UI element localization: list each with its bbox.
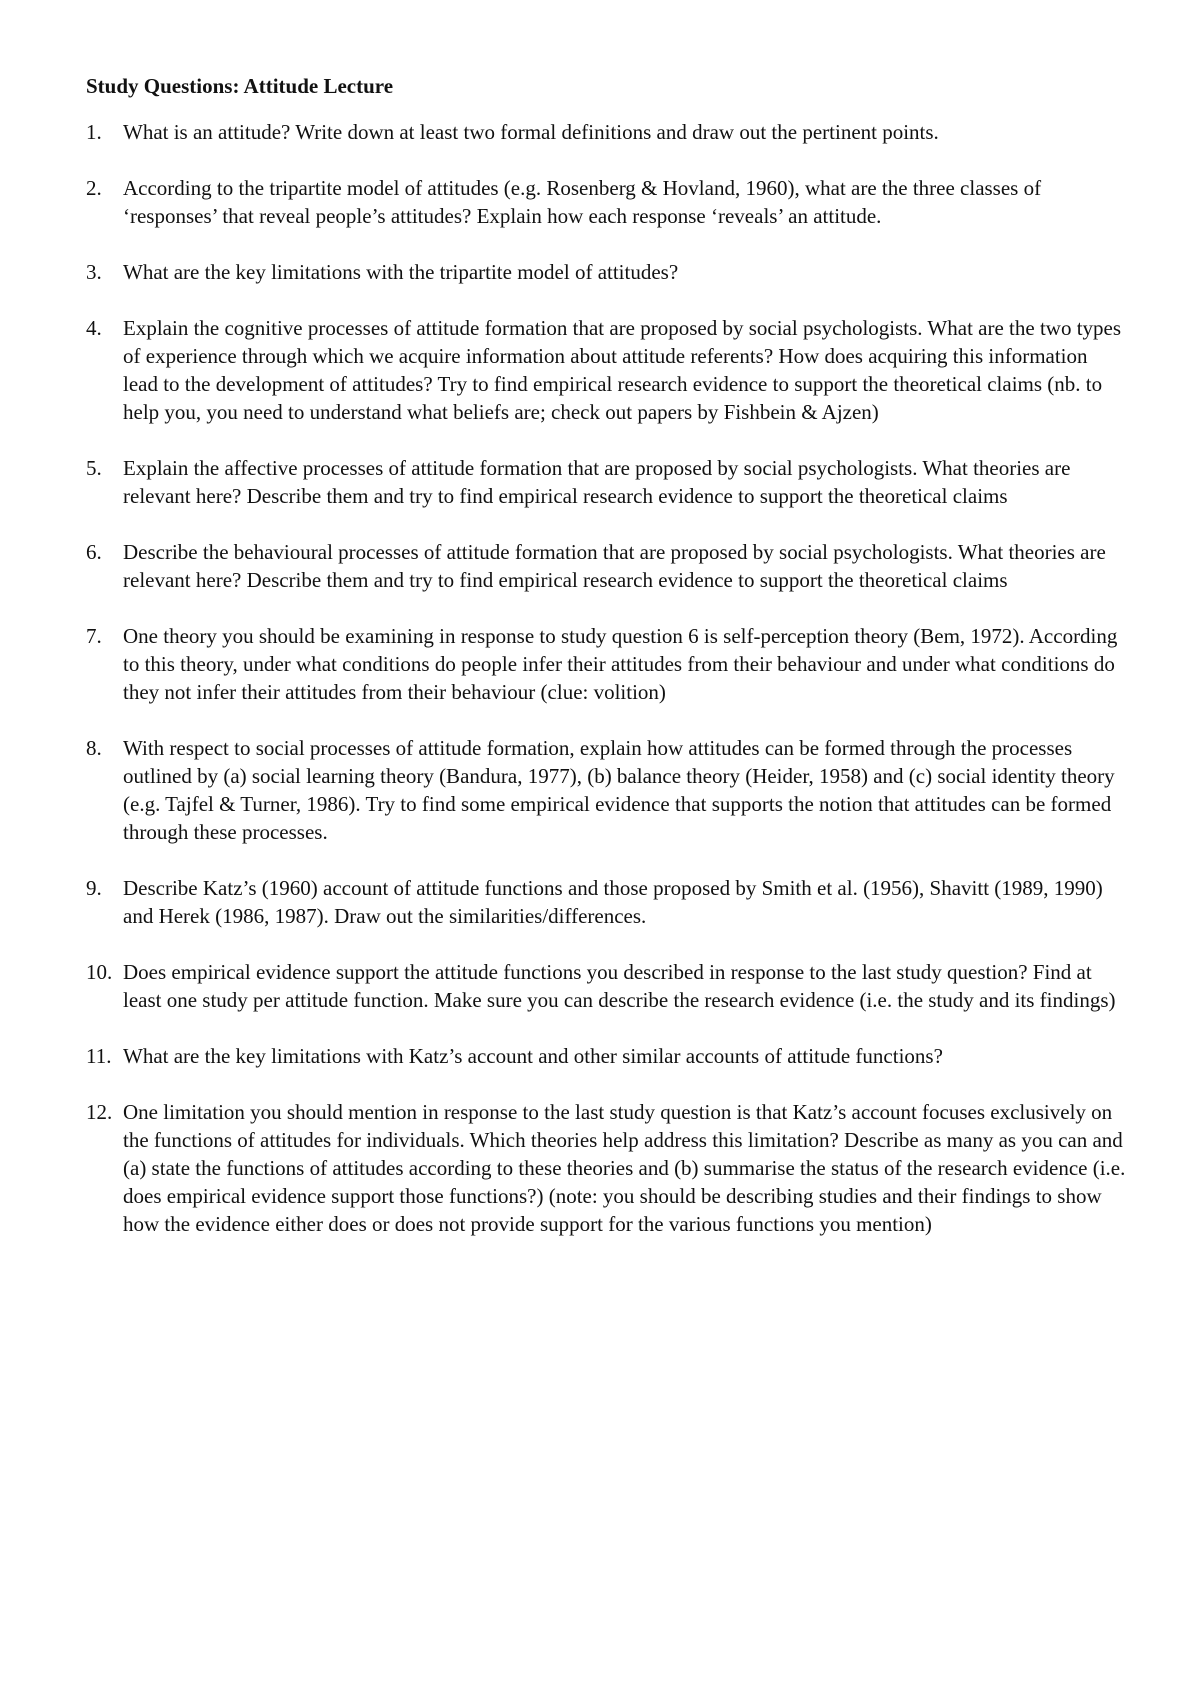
question-list [86,118,1126,1238]
question-item [86,118,1126,146]
question-text: What are the key limitations with the tripartite model of attitudes? [123,260,679,284]
question-number: 8. [86,736,102,760]
question-item [86,538,1126,594]
question-item [86,1098,1126,1238]
question-number: 6. [86,540,102,564]
question-item [86,258,1126,286]
question-item [86,622,1126,706]
question-text: With respect to social processes of attitude formation, explain how attitudes can be formed through the processes outlined by (a) social learning theory (Bandura, 1977), (b) balance theory (Heider, 1958) and (c) social identity theory (e.g. Tajfel & Turner, 1986). Try to find some empirical evidence that supports the notion that attitudes can be formed through these processes. [123,736,1115,844]
question-text: One theory you should be examining in response to study question 6 is self-perception theory (Bem, 1972). According to this theory, under what conditions do people infer their attitudes from their behaviour and under what conditions do they not infer their attitudes from their behaviour (clue: volition) [123,624,1118,704]
question-number: 4. [86,316,102,340]
question-number: 9. [86,876,102,900]
question-text: What is an attitude? Write down at least two formal definitions and draw out the pertinent points. [123,120,939,144]
question-item [86,314,1126,426]
question-text: Explain the affective processes of attitude formation that are proposed by social psychologists. What theories are relevant here? Describe them and try to find empirical research evidence to support the theoretical claims [123,456,1071,508]
document-content [86,72,1126,1266]
question-text: According to the tripartite model of attitudes (e.g. Rosenberg & Hovland, 1960), what are the three classes of ‘responses’ that reveal people’s attitudes? Explain how each response ‘reveals’ an attitude. [123,176,1042,228]
question-text: One limitation you should mention in response to the last study question is that Katz’s account focuses exclusively on the functions of attitudes for individuals. Which theories help address this limitation? Describe as many as you can and (a) state the functions of attitudes according to these theories and (b) summarise the status of the research evidence (i.e. does empirical evidence support those functions?) (note: you should be describing studies and their findings to show how the evidence either does or does not provide support for the various functions you mention) [123,1100,1126,1236]
question-number: 5. [86,456,102,480]
question-item [86,734,1126,846]
question-text: Explain the cognitive processes of attitude formation that are proposed by social psychologists. What are the two types of experience through which we acquire information about attitude referents? How does acquiring this information lead to the development of attitudes? Try to find empirical research evidence to support the theoretical claims (nb. to help you, you need to understand what beliefs are; check out papers by Fishbein & Ajzen) [123,316,1122,424]
question-text: Describe Katz’s (1960) account of attitude functions and those proposed by Smith et al. (1956), Shavitt (1989, 1990) and Herek (1986, 1987). Draw out the similarities/differences. [123,876,1103,928]
question-item [86,958,1126,1014]
question-text: Does empirical evidence support the attitude functions you described in response to the last study question? Find at least one study per attitude function. Make sure you can describe the research evidence (i.e. the study and its findings) [123,960,1116,1012]
question-number: 1. [86,120,102,144]
question-item [86,174,1126,230]
question-text: What are the key limitations with Katz’s account and other similar accounts of attitude functions? [123,1044,943,1068]
question-item [86,454,1126,510]
document-title: Study Questions: Attitude Lecture [86,74,394,98]
question-text: Describe the behavioural processes of attitude formation that are proposed by social psychologists. What theories are relevant here? Describe them and try to find empirical research evidence to support the theoretical claims [123,540,1106,592]
question-number: 7. [86,624,102,648]
question-number: 2. [86,176,102,200]
question-number: 12. [86,1100,113,1124]
question-item [86,1042,1126,1070]
question-number: 11. [86,1044,112,1068]
question-number: 10. [86,960,113,984]
question-number: 3. [86,260,102,284]
question-item [86,874,1126,930]
